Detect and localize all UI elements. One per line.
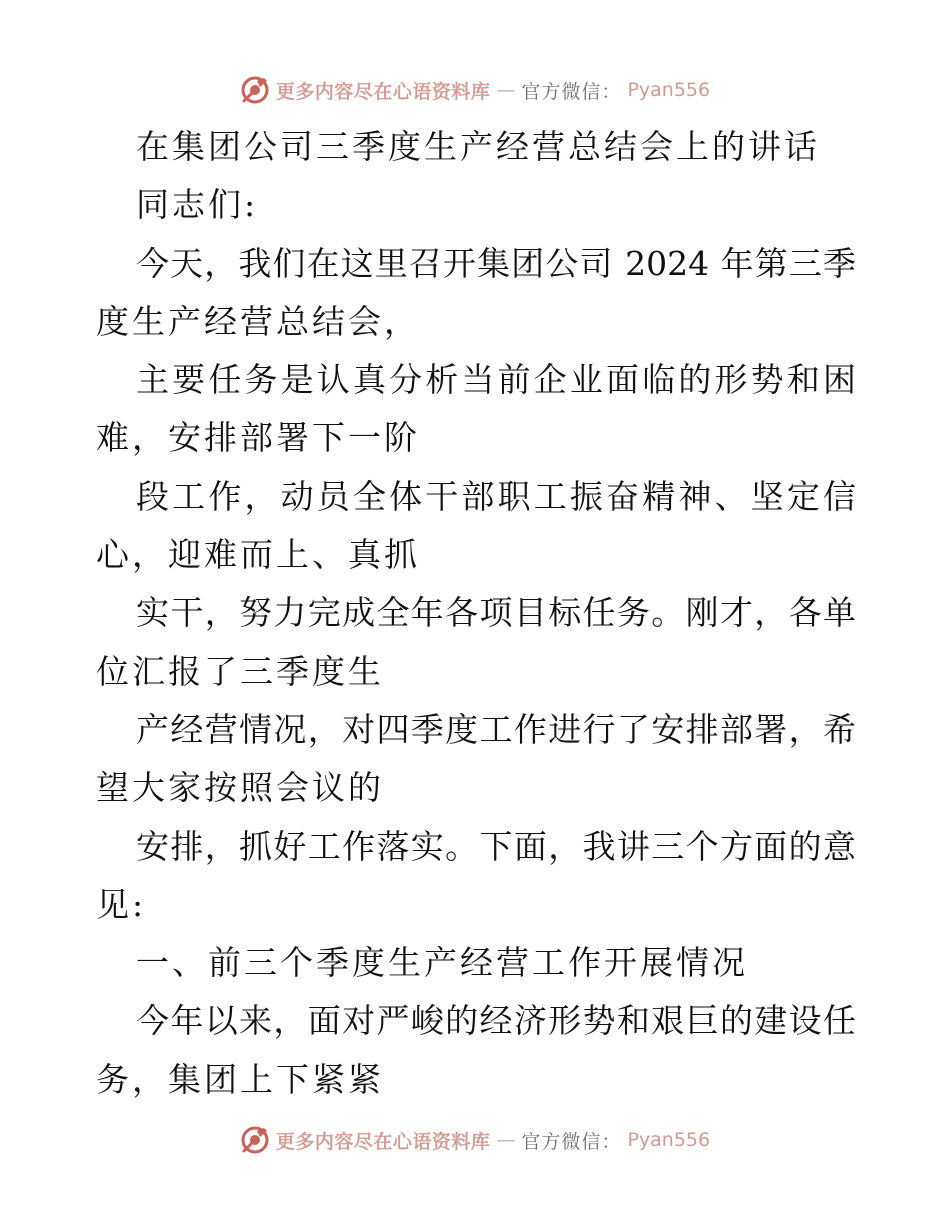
section-heading: 一、前三个季度生产经营工作开展情况 bbox=[136, 943, 748, 983]
text-line: 难，安排部署下一阶 bbox=[96, 418, 420, 458]
pen-logo-icon bbox=[240, 75, 270, 105]
header-watermark bbox=[0, 72, 950, 108]
watermark-contact-label: 官方微信： bbox=[521, 80, 622, 103]
document-body bbox=[96, 118, 856, 1109]
text-line: 度生产经营总结会， bbox=[96, 301, 420, 341]
watermark-separator: — bbox=[496, 1129, 516, 1151]
text-line: 安排，抓好工作落实。下面，我讲三个方面的意 bbox=[136, 826, 856, 866]
text-line: 今天，我们在这里召开集团公司 2024 年第三季 bbox=[136, 243, 856, 283]
text-line: 段工作，动员全体干部职工振奋精神、坚定信 bbox=[136, 476, 856, 516]
watermark-contact-id: Pyan556 bbox=[627, 1129, 711, 1151]
text-line: 产经营情况，对四季度工作进行了安排部署，希 bbox=[136, 709, 856, 749]
text-line: 心，迎难而上、真抓 bbox=[96, 535, 420, 575]
footer-watermark bbox=[0, 1122, 950, 1158]
document-title: 在集团公司三季度生产经营总结会上的讲话 bbox=[136, 127, 820, 166]
watermark-separator: — bbox=[496, 79, 516, 101]
text-line: 望大家按照会议的 bbox=[96, 768, 384, 808]
watermark-text: 更多内容尽在心语资料库 bbox=[275, 80, 491, 103]
watermark-contact-id: Pyan556 bbox=[627, 79, 711, 101]
text-line: 今年以来，面对严峻的经济形势和艰巨的建设任 bbox=[136, 1001, 856, 1041]
text-line: 实干，努力完成全年各项目标任务。刚才，各单 bbox=[136, 593, 856, 633]
text-line: 务，集团上下紧紧 bbox=[96, 1059, 384, 1099]
text-line: 位汇报了三季度生 bbox=[96, 651, 384, 691]
text-line: 主要任务是认真分析当前企业面临的形势和困 bbox=[136, 360, 856, 400]
watermark-text: 更多内容尽在心语资料库 bbox=[275, 1130, 491, 1153]
pen-logo-icon bbox=[240, 1125, 270, 1155]
watermark-contact-label: 官方微信： bbox=[521, 1130, 622, 1153]
text-line: 见: bbox=[96, 884, 147, 924]
salutation: 同志们: bbox=[136, 185, 259, 225]
